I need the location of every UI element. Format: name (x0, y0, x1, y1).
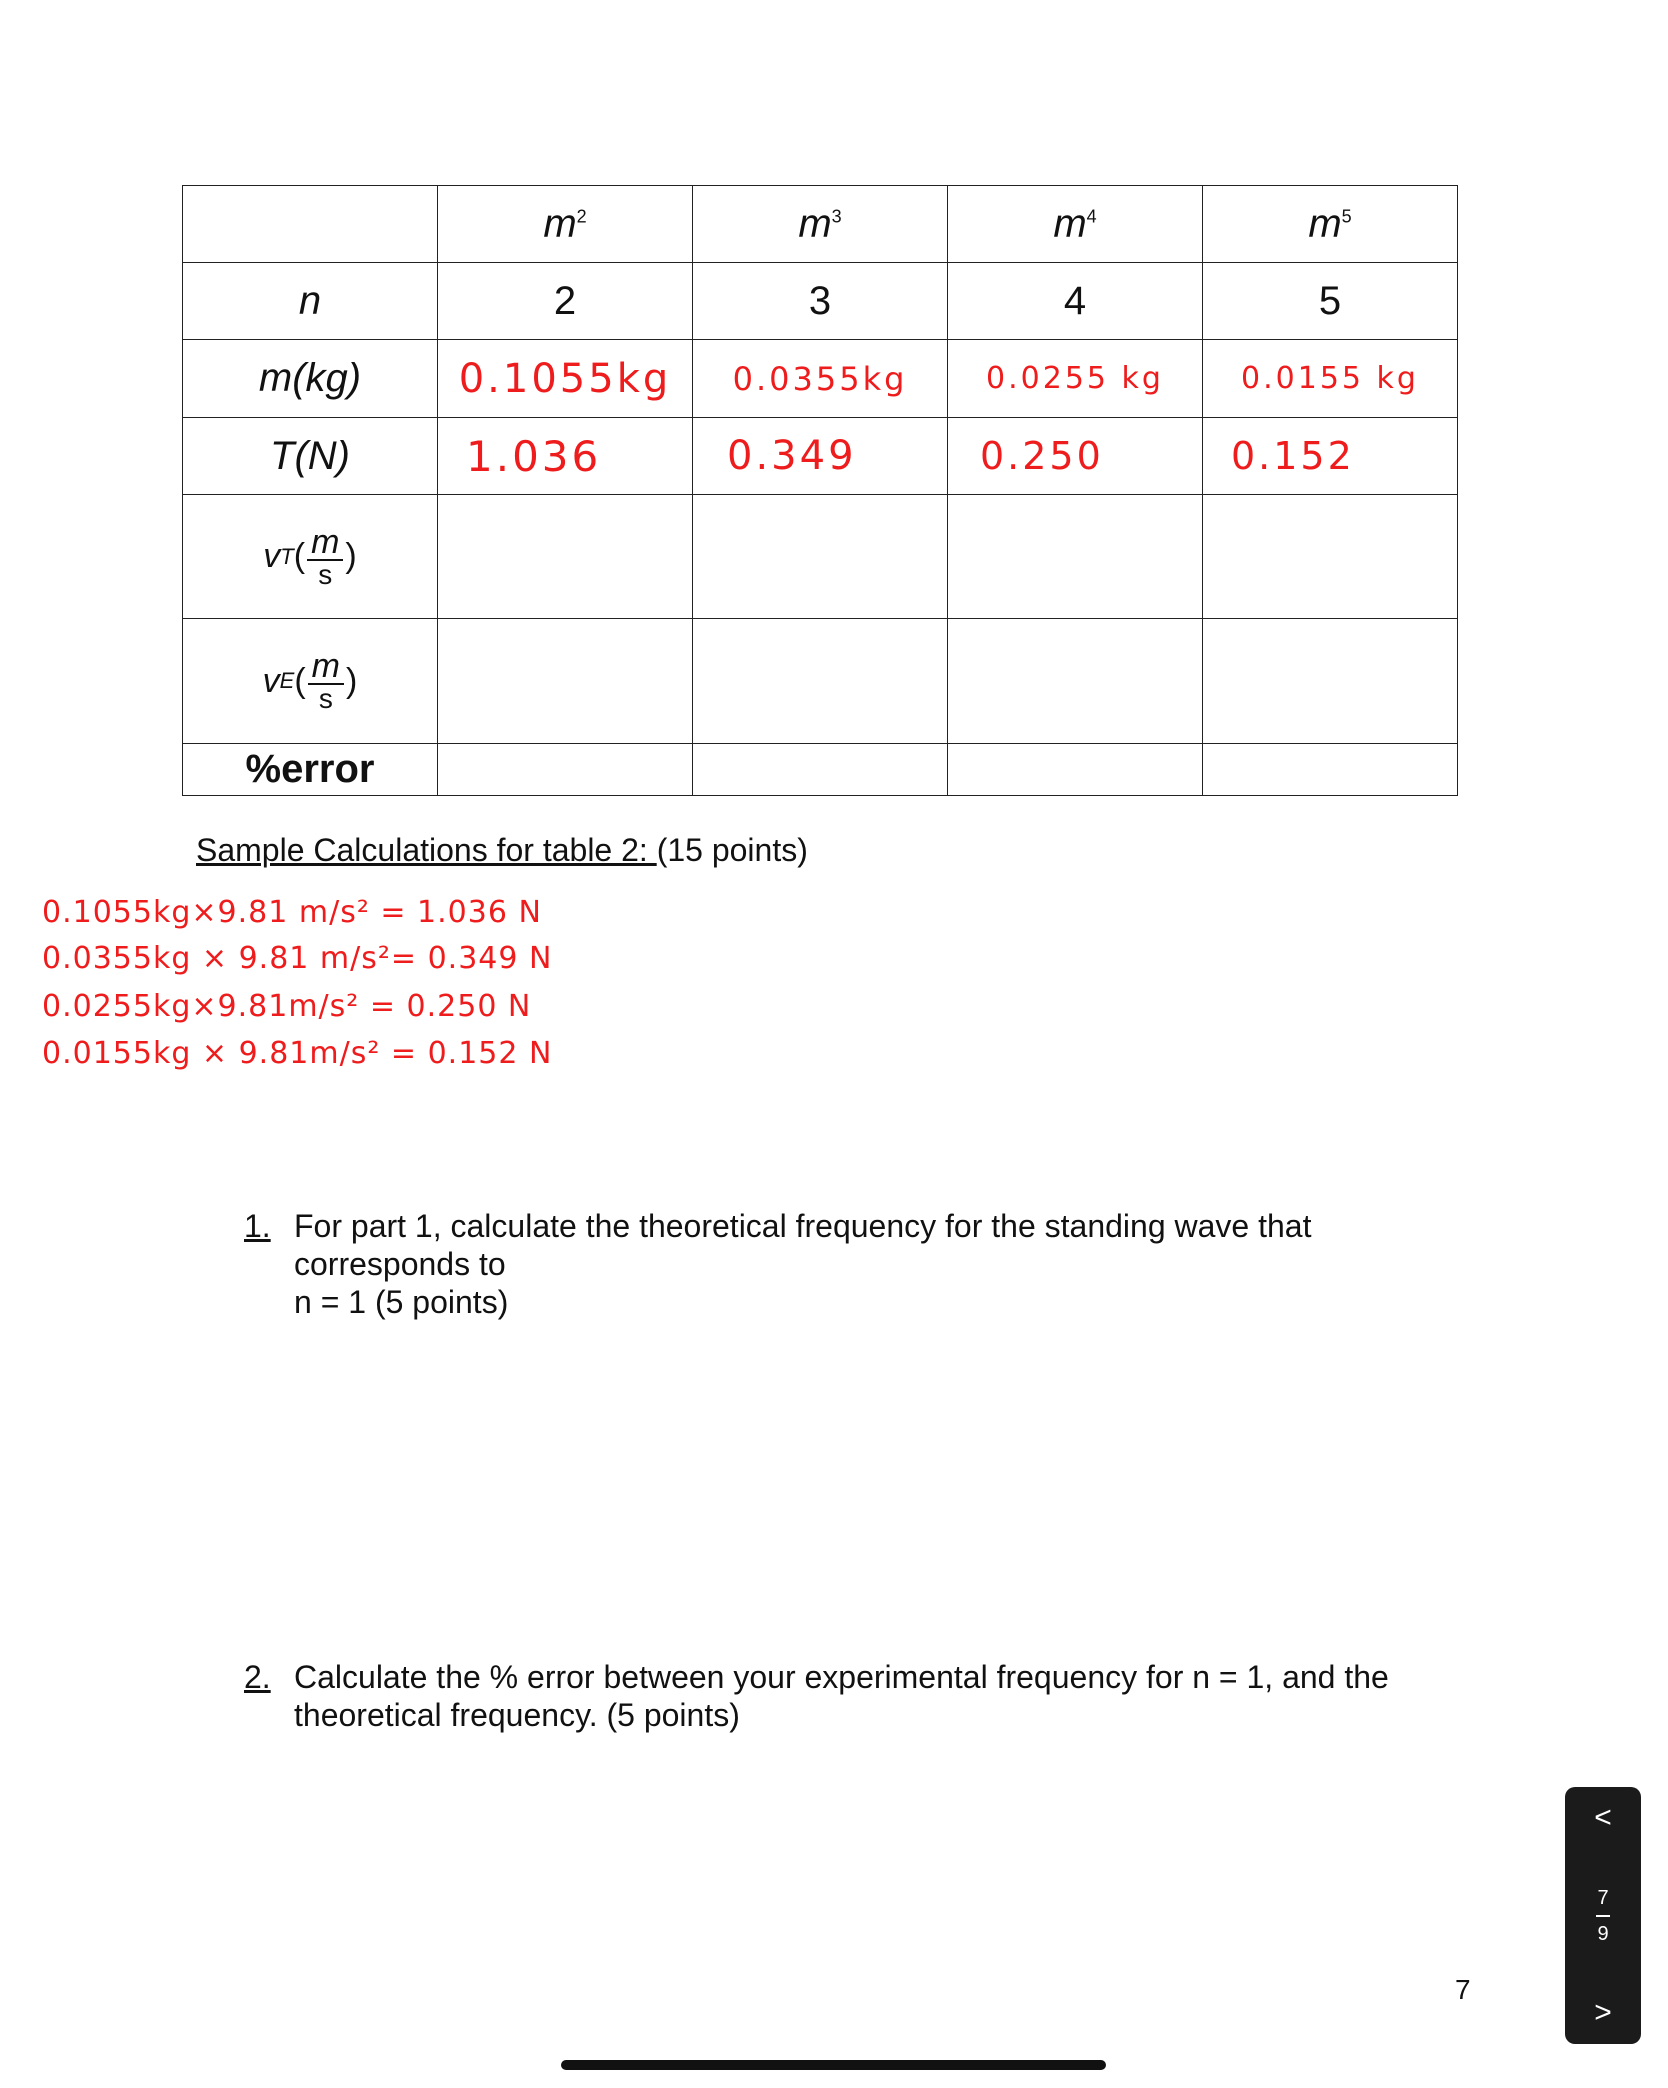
home-indicator-bar[interactable] (561, 2060, 1106, 2070)
cell-error-m3[interactable] (693, 744, 948, 796)
cell-error-m2[interactable] (438, 744, 693, 796)
question-1-text (294, 1207, 1434, 1321)
cell-error-m4[interactable] (948, 744, 1203, 796)
question-1-line: corresponds to (294, 1246, 506, 1282)
cell-mass-m2[interactable]: 0.1055kg (438, 340, 693, 418)
question-1-number: 1. (244, 1208, 271, 1244)
cell-tension-m2[interactable]: 1.036 (438, 418, 693, 495)
row-label-mass: m(kg) (183, 340, 438, 418)
cell-mass-m4[interactable]: 0.0255 kg (948, 340, 1203, 418)
page-number: 7 (1455, 1974, 1471, 2005)
row-label-n: n (183, 263, 438, 340)
cell-n-m3: 3 (693, 263, 948, 340)
table-row-error (183, 744, 1458, 796)
question-1 (244, 1207, 1444, 1321)
question-1-line: n = 1 (5 points) (294, 1284, 509, 1320)
handwritten-calc-line: 0.0355kg × 9.81 m/s²= 0.349 N (42, 941, 553, 976)
row-label-error: %error (183, 744, 438, 796)
table-row-n (183, 263, 1458, 340)
total-pages: 9 (1597, 1922, 1609, 1945)
cell-n-m5: 5 (1203, 263, 1458, 340)
sample-heading-points: (15 points) (656, 832, 808, 868)
cell-ve-m2[interactable] (438, 619, 693, 744)
cell-n-m4: 4 (948, 263, 1203, 340)
header-cell-m5: $m^5$ (1203, 186, 1458, 263)
question-2-text (294, 1658, 1434, 1734)
page-navigator (1565, 1787, 1641, 2044)
cell-vt-m2[interactable] (438, 495, 693, 619)
cell-ve-m5[interactable] (1203, 619, 1458, 744)
question-1-line: For part 1, calculate the theoretical frequency for the standing wave that (294, 1208, 1312, 1244)
current-page: 7 (1597, 1886, 1609, 1909)
previous-page-icon[interactable]: < (1594, 1801, 1612, 1834)
question-2-line: Calculate the % error between your experimental frequency for n = 1, and the (294, 1659, 1389, 1695)
question-2 (244, 1658, 1444, 1734)
cell-mass-m3[interactable]: 0.0355kg (693, 340, 948, 418)
handwritten-calc-line: 0.0255kg×9.81m/s² = 0.250 N (42, 989, 532, 1024)
next-page-icon[interactable]: > (1594, 1996, 1612, 2029)
cell-tension-m5[interactable]: 0.152 (1203, 418, 1458, 495)
cell-vt-m5[interactable] (1203, 495, 1458, 619)
table-corner-cell (183, 186, 438, 263)
sample-heading-title: Sample Calculations for table 2: (196, 832, 657, 868)
table-row-tension (183, 418, 1458, 495)
page-indicator (1596, 1887, 1610, 1945)
cell-error-m5[interactable] (1203, 744, 1458, 796)
handwritten-calc-line: 0.0155kg × 9.81m/s² = 0.152 N (42, 1036, 553, 1071)
sample-calculations-heading (196, 832, 808, 869)
handwritten-calc-line: 0.1055kg×9.81 m/s² = 1.036 N (42, 895, 542, 930)
table-row-mass (183, 340, 1458, 418)
page-divider (1596, 1915, 1610, 1917)
question-2-line: theoretical frequency. (5 points) (294, 1697, 740, 1733)
row-label-ve: v E ( $\frac{m}{s}$ ) (183, 619, 438, 744)
cell-tension-m3[interactable]: 0.349 (693, 418, 948, 495)
cell-tension-m4[interactable]: 0.250 (948, 418, 1203, 495)
header-cell-m2: $m^2$ (438, 186, 693, 263)
table-row-ve (183, 619, 1458, 744)
cell-vt-m4[interactable] (948, 495, 1203, 619)
cell-n-m2: 2 (438, 263, 693, 340)
cell-mass-m5[interactable]: 0.0155 kg (1203, 340, 1458, 418)
cell-ve-m3[interactable] (693, 619, 948, 744)
table-header-row (183, 186, 1458, 263)
data-table-2 (182, 185, 1458, 796)
header-cell-m3: $m^3$ (693, 186, 948, 263)
header-cell-m4: $m^4$ (948, 186, 1203, 263)
question-2-number: 2. (244, 1659, 271, 1695)
cell-ve-m4[interactable] (948, 619, 1203, 744)
row-label-tension: T(N) (183, 418, 438, 495)
row-label-vt: v T ( $\frac{m}{s}$ ) (183, 495, 438, 619)
cell-vt-m3[interactable] (693, 495, 948, 619)
table-row-vt (183, 495, 1458, 619)
